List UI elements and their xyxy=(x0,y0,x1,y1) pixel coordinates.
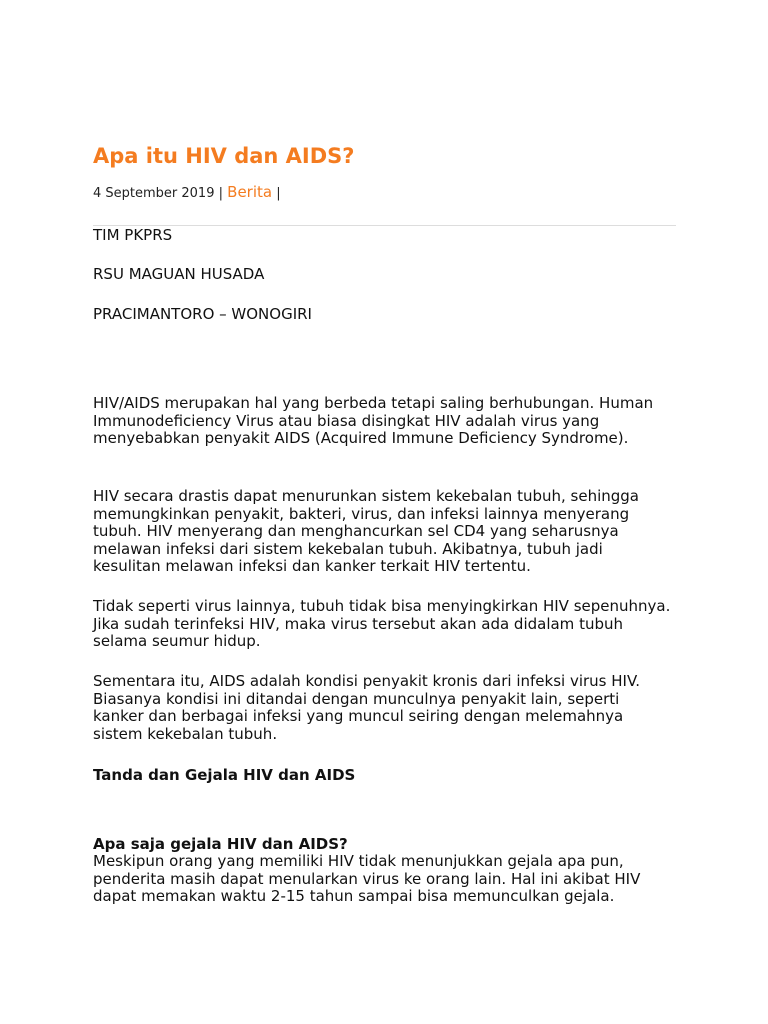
paragraph-aids: Sementara itu, AIDS adalah kondisi penyakit kronis dari infeksi virus HIV. Biasanya kondisi ini ditandai dengan munculnya penyakit lain, seperti kanker dan berbagai infeksi yang muncul seiring dengan melemahnya sistem kekebalan tubuh. xyxy=(93,672,641,743)
article-meta xyxy=(93,183,281,201)
paragraph-intro: HIV/AIDS merupakan hal yang berbeda tetapi saling berhubungan. Human Immunodeficiency Virus atau biasa disingkat HIV adalah virus yang menyebabkan penyakit AIDS (Acquired Immune Deficiency Syndrome). xyxy=(93,394,654,448)
heading-symptoms: Apa saja gejala HIV dan AIDS? xyxy=(93,835,348,853)
author-location: PRACIMANTORO – WONOGIRI xyxy=(93,305,312,323)
paragraph-immune: HIV secara drastis dapat menurunkan sistem kekebalan tubuh, sehingga memungkinkan penyakit, bakteri, virus, dan infeksi lainnya menyerang tubuh. HIV menyerang dan menghancurkan sel CD4 yang seharusnya melawan infeksi dari sistem kekebalan tubuh. Akibatnya, tubuh jadi kesulitan melawan infeksi dan kanker terkait HIV tertentu. xyxy=(93,487,639,576)
author-hospital: RSU MAGUAN HUSADA xyxy=(93,265,265,283)
paragraph-symptoms: Meskipun orang yang memiliki HIV tidak menunjukkan gejala apa pun, penderita masih dapat menularkan virus ke orang lain. Hal ini akibat HIV dapat memakan waktu 2-15 tahun sampai bisa memunculkan gejala. xyxy=(93,852,641,906)
author-team: TIM PKPRS xyxy=(93,226,173,244)
heading-signs: Tanda dan Gejala HIV dan AIDS xyxy=(93,766,356,784)
meta-separator: | xyxy=(218,186,224,201)
divider xyxy=(93,225,676,226)
meta-separator-end: | xyxy=(276,186,281,201)
article-title: Apa itu HIV dan AIDS? xyxy=(93,144,355,168)
article-date: 4 September 2019 xyxy=(93,186,215,201)
category-link[interactable]: Berita xyxy=(227,183,273,201)
paragraph-lifelong: Tidak seperti virus lainnya, tubuh tidak bisa menyingkirkan HIV sepenuhnya. Jika sudah terinfeksi HIV, maka virus tersebut akan ada didalam tubuh selama seumur hidup. xyxy=(93,597,671,651)
